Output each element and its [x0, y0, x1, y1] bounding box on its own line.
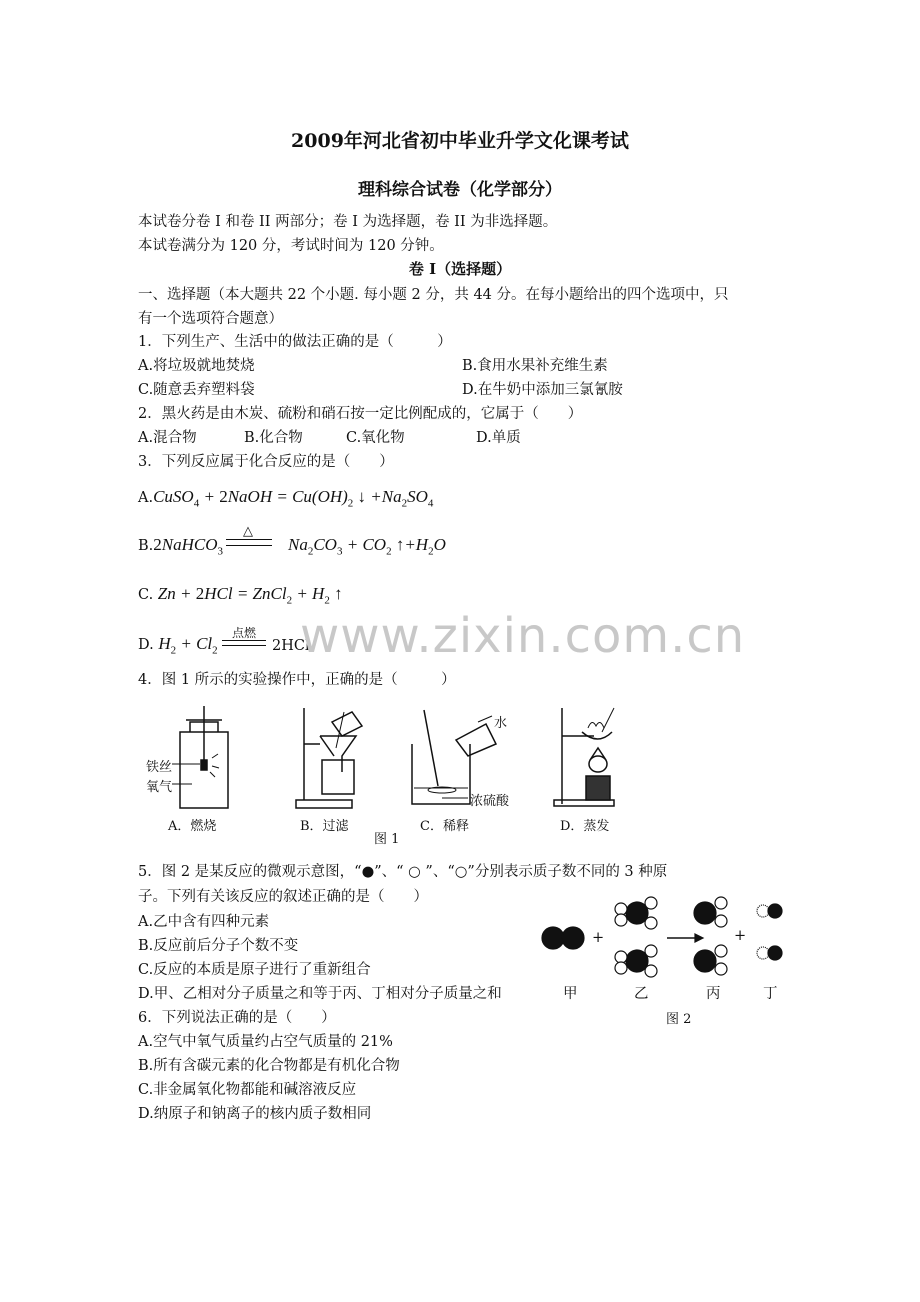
q2-stem: 2．黑火药是由木炭、硫粉和硝石按一定比例配成的，它属于（ ）: [138, 406, 583, 422]
q6-option-a: A.空气中氧气质量约占空气质量的 21%: [138, 1034, 393, 1050]
filtration-diagram: [296, 708, 362, 808]
figure-2-molecule-diagram: [535, 895, 795, 985]
part-1-heading: 卷 I（选择题）: [408, 260, 512, 278]
intro-line-1: 本试卷分卷 I 和卷 II 两部分；卷 I 为选择题，卷 II 为非选择题。: [138, 214, 558, 230]
section-line-1: 一、选择题（本大题共 22 个小题. 每小题 2 分，共 44 分。在每小题给出的四个选项中，只: [138, 287, 729, 303]
watermark: www.zixin.com.cn: [300, 608, 746, 664]
q3-c-label: C.: [138, 587, 154, 603]
q3-d-condition: 点燃: [231, 626, 256, 640]
q1-option-b: B.食用水果补充维生素: [462, 358, 608, 374]
section-line-2: 有一个选项符合题意）: [138, 311, 283, 327]
q1-option-d: D.在牛奶中添加三氯氰胺: [462, 382, 623, 398]
q5-stem-line-2: 子。下列有关该反应的叙述正确的是（ ）: [138, 889, 428, 905]
q1-stem: 1．下列生产、生活中的做法正确的是（ ）: [138, 334, 452, 350]
q3-d-label: D.: [138, 637, 154, 653]
figure-1-label: 图 1: [374, 832, 400, 847]
q3-option-d: D. $H_2 + Cl_2$: [138, 634, 218, 657]
q2-option-b: B.化合物: [244, 430, 303, 446]
q5-option-d: D.甲、乙相对分子质量之和等于丙、丁相对分子质量之和: [138, 986, 502, 1002]
q3-option-b: B.2NaHCO$_3$: [138, 535, 223, 558]
q3-option-c: C. Zn + 2HCl = ZnCl$_2$ + $H_2$ ↑: [138, 584, 343, 607]
plus-sign-1: +: [592, 930, 605, 946]
q3-d-double-line: [222, 640, 266, 646]
plus-sign-2: +: [734, 928, 747, 944]
q5-stem-line-1: 5．图 2 是某反应的微观示意图，“●”、“ ○ ”、“○”分别表示质子数不同的 3 种原: [138, 864, 668, 880]
page-subtitle: 理科综合试卷（化学部分）: [358, 180, 562, 200]
q3-b-products: $Na_2CO_3 + CO_2$ $↑+H_2O$: [288, 535, 446, 558]
q3-b-double-line: [226, 539, 272, 546]
q2-option-d: D.单质: [476, 430, 521, 446]
q2-option-c: C.氧化物: [346, 430, 405, 446]
label-bing: 丙: [706, 986, 721, 1002]
label-ding: 丁: [763, 986, 778, 1002]
label-conc-acid: 浓硫酸: [470, 794, 510, 809]
q2-option-a: A.混合物: [138, 430, 197, 446]
burning-bottle-diagram: [172, 706, 228, 808]
q1-option-a: A.将垃圾就地焚烧: [138, 358, 255, 374]
q5-option-b: B.反应前后分子个数不变: [138, 938, 299, 954]
label-oxygen: 氧气: [146, 780, 173, 795]
caption-a-burning: A．燃烧: [168, 819, 217, 834]
q5-option-a: A.乙中含有四种元素: [138, 914, 270, 930]
intro-line-2: 本试卷满分为 120 分，考试时间为 120 分钟。: [138, 238, 444, 254]
label-jia: 甲: [563, 986, 578, 1002]
label-yi: 乙: [634, 986, 649, 1002]
caption-d-evaporate: D．蒸发: [560, 819, 610, 834]
q1-option-c: C.随意丢弃塑料袋: [138, 382, 255, 398]
q4-stem: 4．图 1 所示的实验操作中，正确的是（ ）: [138, 672, 456, 688]
caption-c-dilute: C．稀释: [420, 819, 469, 834]
q3-option-a: [138, 488, 433, 512]
q3-a-equation: CuSO$_4$ + 2NaOH = $Cu(OH)_2$ ↓ $+Na_2SO_4$: [153, 487, 434, 510]
evaporation-diagram: [554, 708, 614, 806]
label-iron-wire: 铁丝: [146, 760, 173, 775]
q6-option-b: B.所有含碳元素的化合物都是有机化合物: [138, 1058, 400, 1074]
figure-2-label: 图 2: [666, 1012, 692, 1027]
q6-stem: 6．下列说法正确的是（ ）: [138, 1010, 336, 1026]
page-title: 2009年河北省初中毕业升学文化课考试: [291, 130, 629, 152]
q6-option-c: C.非金属氧化物都能和碱溶液反应: [138, 1082, 357, 1098]
label-water: 水: [494, 716, 508, 731]
q3-d-product: 2HCl: [272, 638, 310, 654]
q3-stem: 3．下列反应属于化合反应的是（ ）: [138, 454, 394, 470]
q3-b-label: B.: [138, 538, 154, 554]
q5-option-c: C.反应的本质是原子进行了重新组合: [138, 962, 371, 978]
q6-option-d: D.纳原子和钠离子的核内质子数相同: [138, 1106, 372, 1122]
caption-b-filter: B．过滤: [300, 819, 349, 834]
q3-b-condition: △: [243, 524, 253, 539]
q3-a-label: A.: [138, 490, 154, 506]
